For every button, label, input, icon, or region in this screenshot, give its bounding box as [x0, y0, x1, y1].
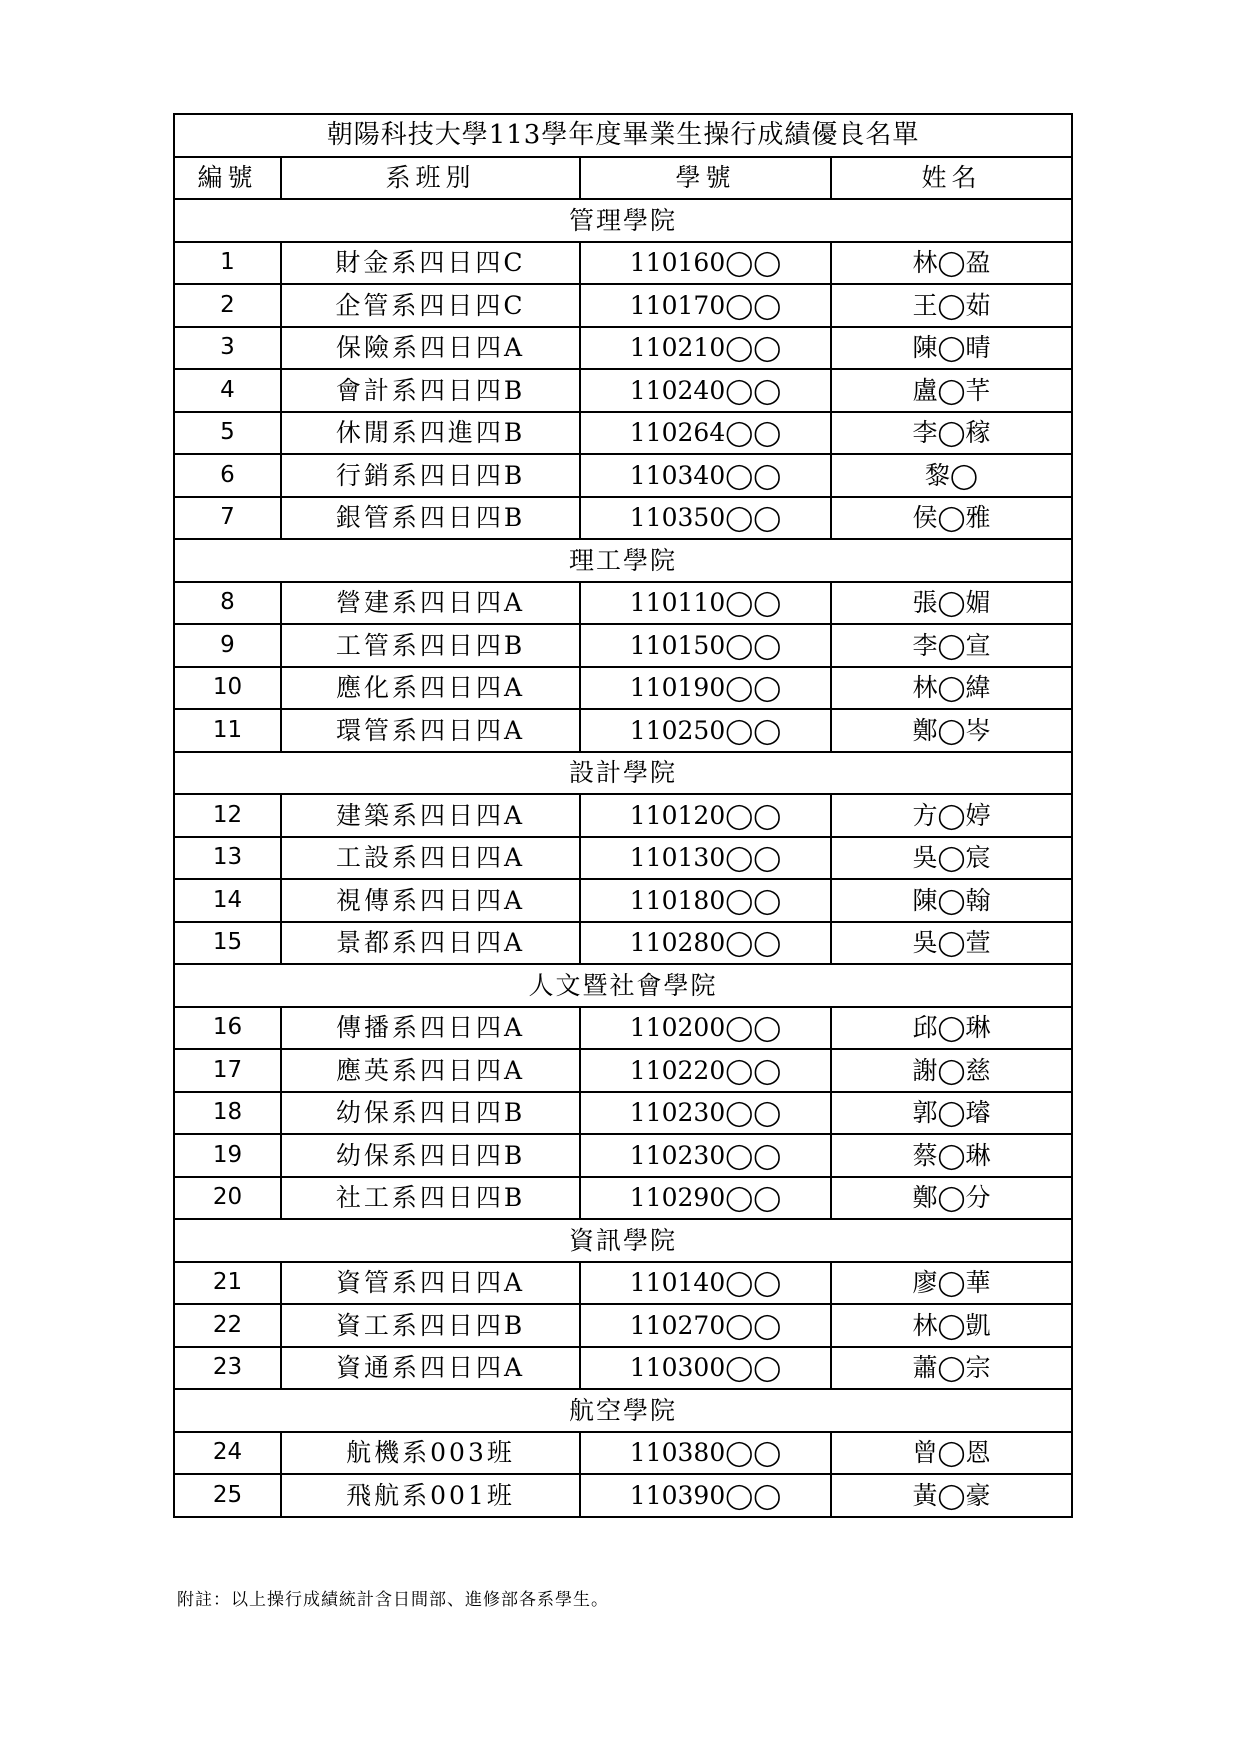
header-number: 編號	[174, 157, 281, 200]
row-number: 20	[174, 1177, 281, 1220]
student-name: 李◯宣	[831, 624, 1072, 667]
student-name: 侯◯雅	[831, 497, 1072, 540]
row-number: 9	[174, 624, 281, 667]
student-id: 110120◯◯	[580, 794, 831, 837]
table-row	[174, 1177, 1072, 1220]
department-class: 企管系四日四C	[281, 284, 580, 327]
honor-list-table	[173, 113, 1073, 1518]
header-student-id: 學號	[580, 157, 831, 200]
department-class: 建築系四日四A	[281, 794, 580, 837]
row-number: 12	[174, 794, 281, 837]
row-number: 13	[174, 837, 281, 880]
table-row	[174, 709, 1072, 752]
department-class: 景都系四日四A	[281, 922, 580, 965]
student-name: 鄭◯岑	[831, 709, 1072, 752]
row-number: 10	[174, 667, 281, 710]
department-class: 資工系四日四B	[281, 1304, 580, 1347]
row-number: 4	[174, 369, 281, 412]
table-row	[174, 1432, 1072, 1475]
student-id: 110200◯◯	[580, 1007, 831, 1050]
student-name: 黎◯	[831, 454, 1072, 497]
student-name: 鄭◯分	[831, 1177, 1072, 1220]
student-id: 110140◯◯	[580, 1262, 831, 1305]
college-name: 理工學院	[174, 539, 1072, 582]
table-row	[174, 369, 1072, 412]
department-class: 幼保系四日四B	[281, 1092, 580, 1135]
college-row	[174, 752, 1072, 795]
student-name: 黃◯豪	[831, 1474, 1072, 1517]
table-row	[174, 794, 1072, 837]
row-number: 24	[174, 1432, 281, 1475]
row-number: 16	[174, 1007, 281, 1050]
department-class: 資通系四日四A	[281, 1347, 580, 1390]
department-class: 航機系003班	[281, 1432, 580, 1475]
student-id: 110130◯◯	[580, 837, 831, 880]
table-row	[174, 624, 1072, 667]
student-id: 110340◯◯	[580, 454, 831, 497]
college-row	[174, 964, 1072, 1007]
department-class: 飛航系001班	[281, 1474, 580, 1517]
header-class: 系班別	[281, 157, 580, 200]
college-name: 管理學院	[174, 199, 1072, 242]
table-row	[174, 922, 1072, 965]
row-number: 19	[174, 1134, 281, 1177]
student-id: 110180◯◯	[580, 879, 831, 922]
student-name: 王◯茹	[831, 284, 1072, 327]
department-class: 社工系四日四B	[281, 1177, 580, 1220]
student-id: 110380◯◯	[580, 1432, 831, 1475]
table-row	[174, 327, 1072, 370]
table-row	[174, 879, 1072, 922]
header-name: 姓名	[831, 157, 1072, 200]
table-row	[174, 1049, 1072, 1092]
department-class: 會計系四日四B	[281, 369, 580, 412]
row-number: 25	[174, 1474, 281, 1517]
table-row	[174, 454, 1072, 497]
row-number: 2	[174, 284, 281, 327]
student-id: 110150◯◯	[580, 624, 831, 667]
row-number: 23	[174, 1347, 281, 1390]
row-number: 7	[174, 497, 281, 540]
student-name: 陳◯翰	[831, 879, 1072, 922]
table-row	[174, 284, 1072, 327]
header-row	[174, 157, 1072, 200]
student-id: 110250◯◯	[580, 709, 831, 752]
student-id: 110220◯◯	[580, 1049, 831, 1092]
row-number: 18	[174, 1092, 281, 1135]
student-name: 蔡◯琳	[831, 1134, 1072, 1177]
college-name: 資訊學院	[174, 1219, 1072, 1262]
student-id: 110390◯◯	[580, 1474, 831, 1517]
student-name: 方◯婷	[831, 794, 1072, 837]
student-name: 謝◯慈	[831, 1049, 1072, 1092]
department-class: 環管系四日四A	[281, 709, 580, 752]
table-row	[174, 582, 1072, 625]
college-row	[174, 539, 1072, 582]
student-name: 張◯媚	[831, 582, 1072, 625]
row-number: 3	[174, 327, 281, 370]
student-name: 盧◯芊	[831, 369, 1072, 412]
student-id: 110210◯◯	[580, 327, 831, 370]
row-number: 1	[174, 242, 281, 285]
table-row	[174, 1092, 1072, 1135]
table-row	[174, 1262, 1072, 1305]
department-class: 銀管系四日四B	[281, 497, 580, 540]
row-number: 17	[174, 1049, 281, 1092]
table-row	[174, 837, 1072, 880]
student-id: 110280◯◯	[580, 922, 831, 965]
table-row	[174, 412, 1072, 455]
student-name: 李◯稼	[831, 412, 1072, 455]
table-row	[174, 667, 1072, 710]
student-name: 郭◯璿	[831, 1092, 1072, 1135]
department-class: 工管系四日四B	[281, 624, 580, 667]
table-row	[174, 497, 1072, 540]
student-name: 邱◯琳	[831, 1007, 1072, 1050]
student-name: 廖◯華	[831, 1262, 1072, 1305]
college-name: 設計學院	[174, 752, 1072, 795]
student-name: 吳◯萱	[831, 922, 1072, 965]
student-name: 蕭◯宗	[831, 1347, 1072, 1390]
department-class: 幼保系四日四B	[281, 1134, 580, 1177]
student-id: 110270◯◯	[580, 1304, 831, 1347]
department-class: 工設系四日四A	[281, 837, 580, 880]
student-name: 林◯凱	[831, 1304, 1072, 1347]
department-class: 財金系四日四C	[281, 242, 580, 285]
student-id: 110190◯◯	[580, 667, 831, 710]
student-id: 110350◯◯	[580, 497, 831, 540]
row-number: 11	[174, 709, 281, 752]
student-id: 110240◯◯	[580, 369, 831, 412]
student-id: 110230◯◯	[580, 1092, 831, 1135]
college-name: 人文暨社會學院	[174, 964, 1072, 1007]
row-number: 5	[174, 412, 281, 455]
title-row	[174, 114, 1072, 157]
department-class: 營建系四日四A	[281, 582, 580, 625]
student-id: 110110◯◯	[580, 582, 831, 625]
college-name: 航空學院	[174, 1389, 1072, 1432]
student-id: 110290◯◯	[580, 1177, 831, 1220]
row-number: 8	[174, 582, 281, 625]
department-class: 保險系四日四A	[281, 327, 580, 370]
department-class: 資管系四日四A	[281, 1262, 580, 1305]
student-id: 110264◯◯	[580, 412, 831, 455]
row-number: 22	[174, 1304, 281, 1347]
row-number: 6	[174, 454, 281, 497]
table-body	[174, 114, 1072, 1517]
footnote: 附註：以上操行成績統計含日間部、進修部各系學生。	[177, 1590, 609, 1610]
table-row	[174, 242, 1072, 285]
college-row	[174, 1389, 1072, 1432]
department-class: 傳播系四日四A	[281, 1007, 580, 1050]
student-name: 林◯緯	[831, 667, 1072, 710]
document-title: 朝陽科技大學113學年度畢業生操行成績優良名單	[174, 114, 1072, 157]
table-row	[174, 1007, 1072, 1050]
student-name: 林◯盈	[831, 242, 1072, 285]
row-number: 21	[174, 1262, 281, 1305]
department-class: 行銷系四日四B	[281, 454, 580, 497]
college-row	[174, 1219, 1072, 1262]
department-class: 應英系四日四A	[281, 1049, 580, 1092]
department-class: 休閒系四進四B	[281, 412, 580, 455]
student-name: 吳◯宸	[831, 837, 1072, 880]
student-name: 陳◯晴	[831, 327, 1072, 370]
row-number: 15	[174, 922, 281, 965]
table-row	[174, 1304, 1072, 1347]
department-class: 應化系四日四A	[281, 667, 580, 710]
college-row	[174, 199, 1072, 242]
table-row	[174, 1474, 1072, 1517]
department-class: 視傳系四日四A	[281, 879, 580, 922]
student-id: 110160◯◯	[580, 242, 831, 285]
row-number: 14	[174, 879, 281, 922]
student-id: 110300◯◯	[580, 1347, 831, 1390]
table-row	[174, 1134, 1072, 1177]
student-id: 110170◯◯	[580, 284, 831, 327]
table-row	[174, 1347, 1072, 1390]
student-id: 110230◯◯	[580, 1134, 831, 1177]
student-name: 曾◯恩	[831, 1432, 1072, 1475]
